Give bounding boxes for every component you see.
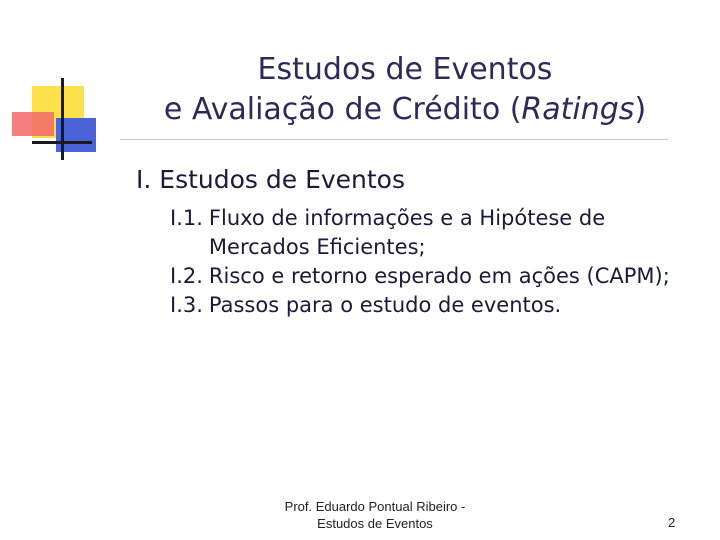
- footer-line-1: Prof. Eduardo Pontual Ribeiro -: [284, 499, 466, 514]
- red-square: [12, 112, 54, 136]
- item-text: Risco e retorno esperado em ações (CAPM);: [208, 264, 670, 288]
- list-item: [170, 291, 700, 320]
- item-list: [170, 204, 700, 320]
- list-item: [170, 262, 700, 291]
- item-text: Fluxo de informações e a Hipótese de Mercados Eficientes;: [208, 206, 606, 259]
- item-number: I.2.: [170, 264, 203, 288]
- title-line-2-suffix: ): [634, 92, 647, 127]
- footer-text: [265, 498, 485, 532]
- title-divider: [120, 139, 668, 140]
- list-item: [170, 204, 700, 262]
- item-text: Passos para o estudo de eventos.: [208, 293, 562, 317]
- horizontal-line: [32, 141, 92, 144]
- title-italic-word: Ratings: [521, 92, 635, 127]
- section-heading: I. Estudos de Eventos: [136, 165, 406, 194]
- vertical-line: [61, 78, 64, 160]
- footer-line-2: Estudos de Eventos: [317, 516, 433, 531]
- title-line-2-prefix: e Avaliação de Crédito (: [163, 92, 522, 127]
- title-line-1: Estudos de Eventos: [257, 52, 553, 87]
- decorative-logo: [0, 0, 110, 170]
- item-number: I.3.: [170, 293, 203, 317]
- slide-title: [120, 50, 690, 130]
- title-line-2: [120, 90, 690, 130]
- item-number: I.1.: [170, 206, 203, 230]
- page-number: 2: [668, 515, 676, 530]
